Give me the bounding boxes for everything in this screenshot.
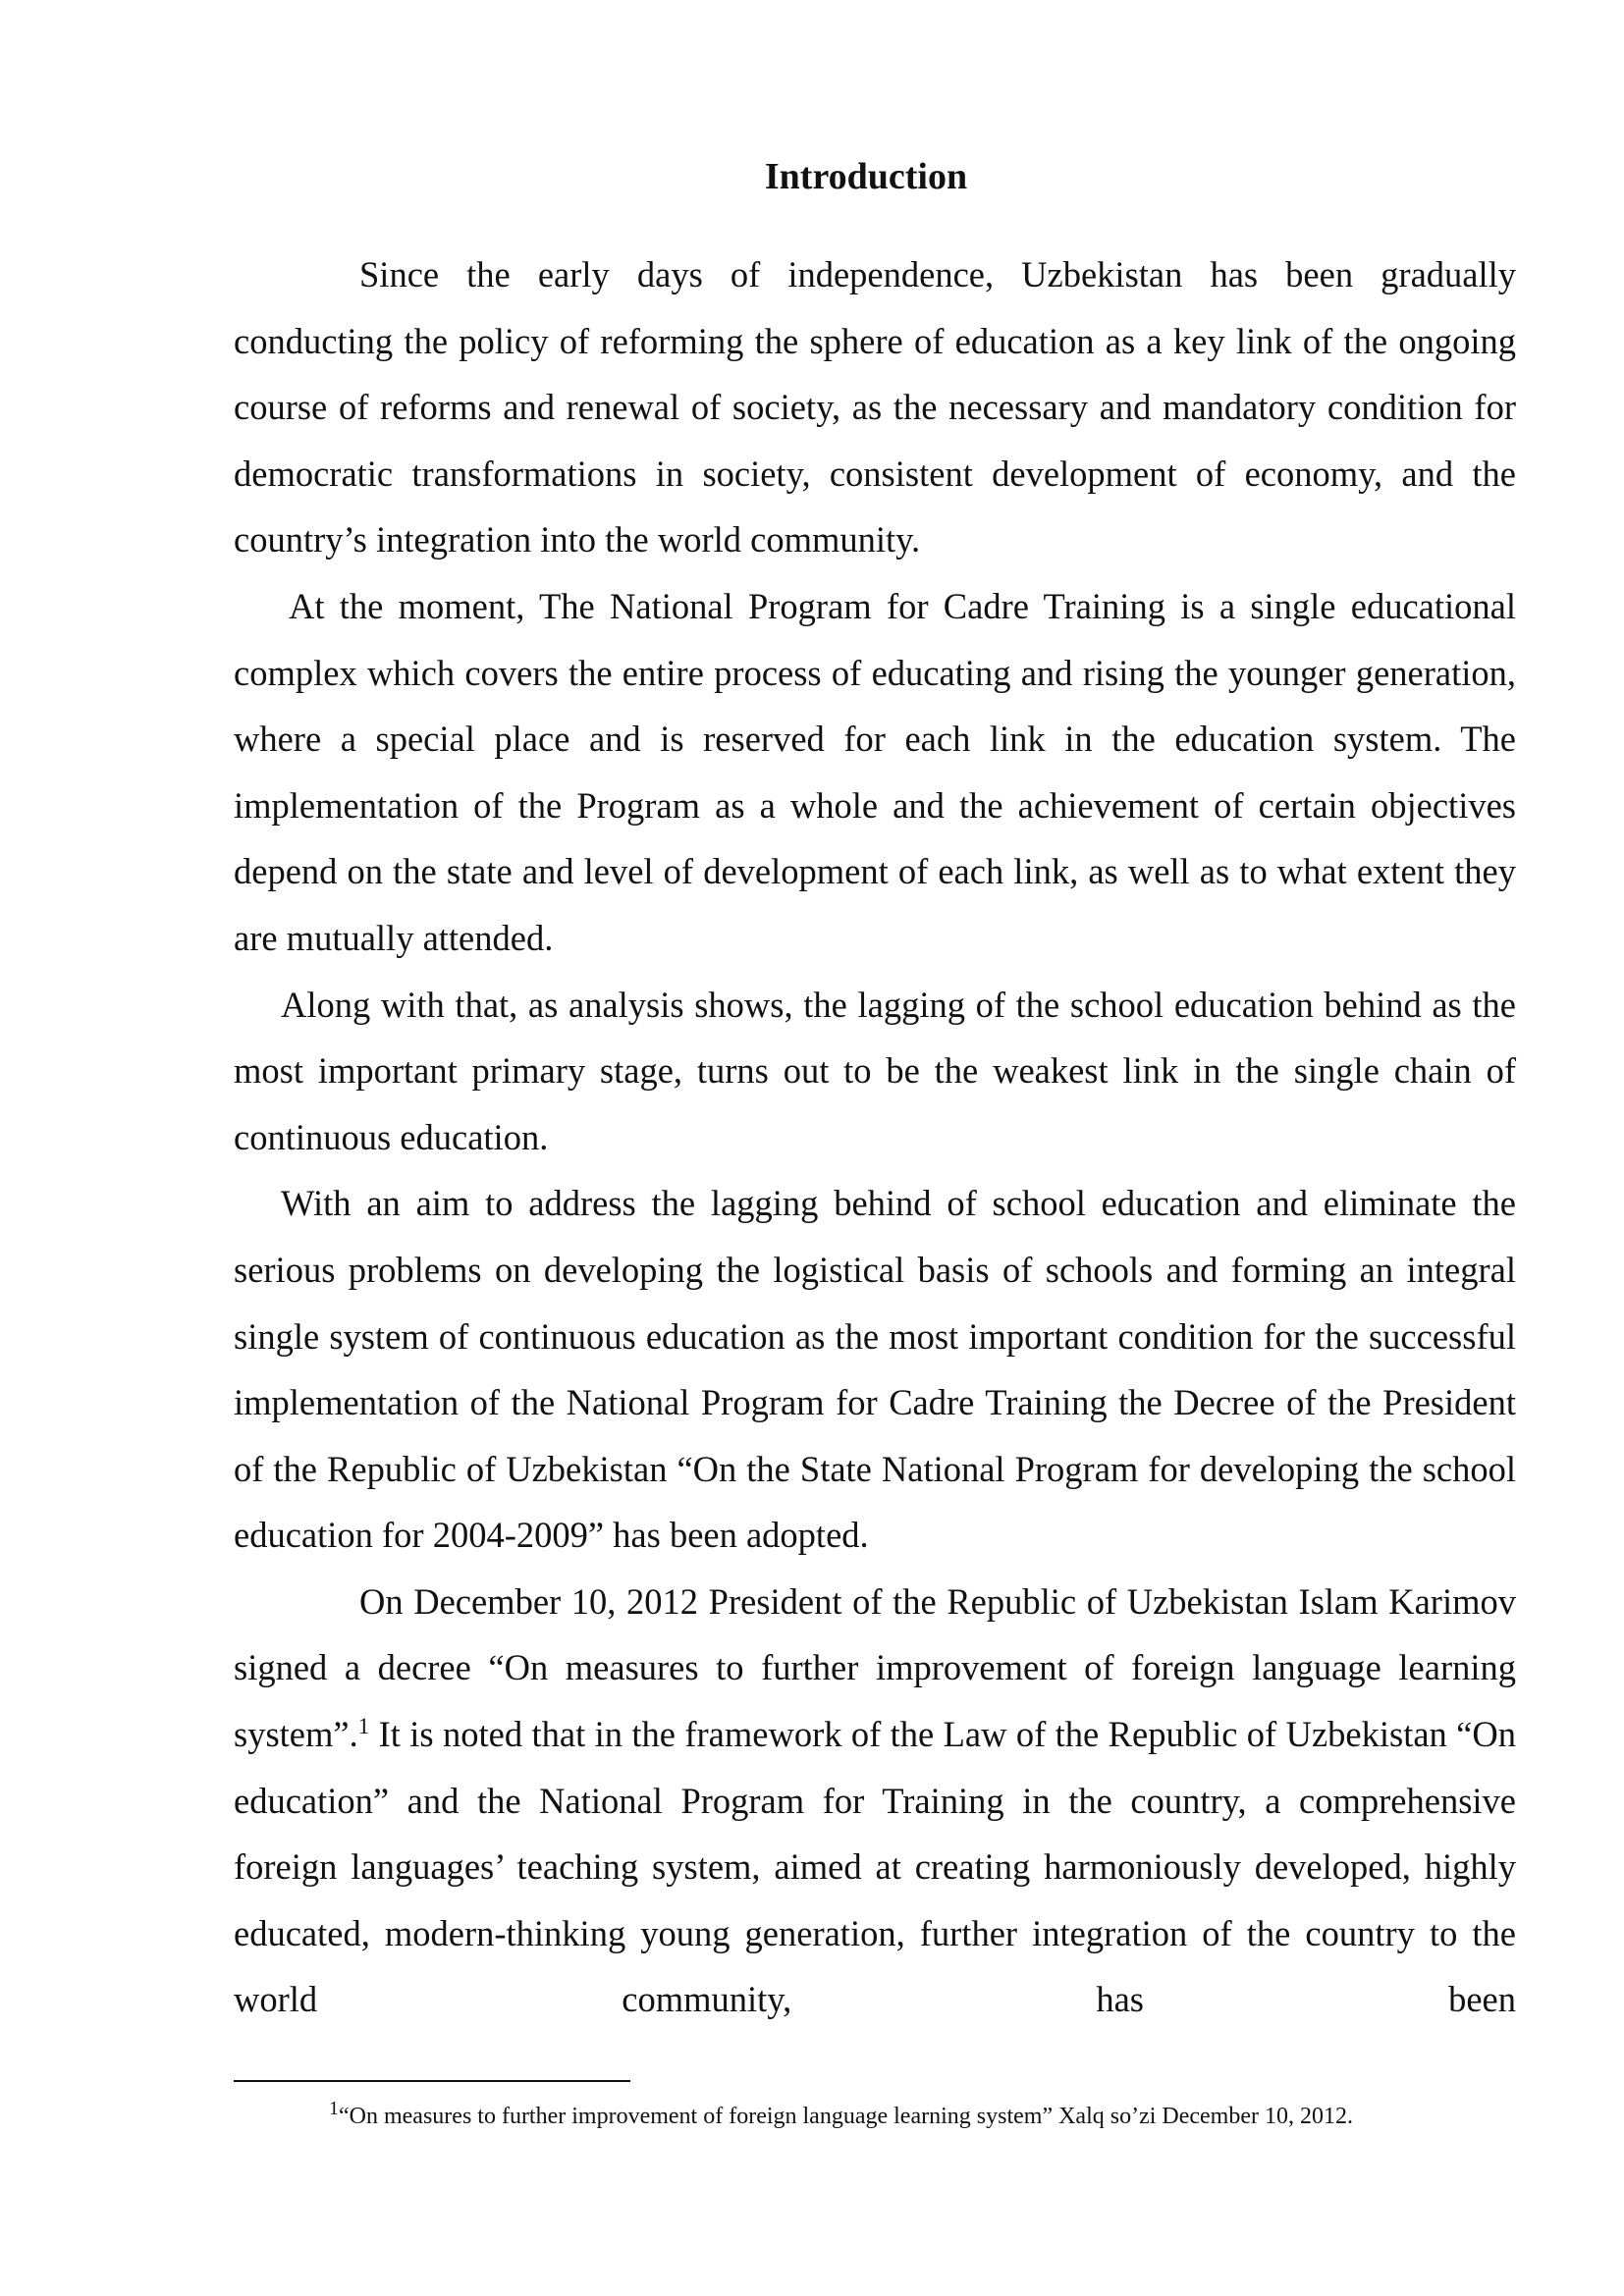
footnote-separator (234, 2080, 630, 2082)
footnote (329, 2098, 1566, 2132)
paragraph-5-after: It is noted that in the framework of the Law of the Republic of Uzbekistan “On education” and the National Program for Training in the country, a comprehensive foreign languages’ teaching system, aimed at creating harmoniously developed, highly educated, modern-thinking young generation, further integration of the country to the world community, has been (234, 1714, 1516, 2020)
footnote-reference[interactable]: 1 (357, 1713, 370, 1738)
paragraph-2: At the moment, The National Program for Cadre Training is a single educational complex which covers the entire process of educating and rising the younger generation, where a special place and is reserved for each link in the education system. The implementation of the Program as a whole and the achievement of certain objectives depend on the state and level of development of each link, as well as to what extent they are mutually attended. (234, 585, 1516, 958)
page-title-text: Introduction (764, 156, 968, 197)
footnote-number: 1 (329, 2098, 339, 2119)
paragraph-1: Since the early days of independence, Uzbekistan has been gradually conducting the policy of reforming the sphere of education as a key link of the ongoing course of reforms and renewal of society, as the necessary and mandatory condition for democratic transformations in society, consistent development of economy, and the country’s integration into the world community. (234, 254, 1516, 561)
paragraph-5-before: On December 10, 2012 President of the Republic of Uzbekistan Islam Karimov signed a decree “On measures to further improvement of foreign language learning system”. (234, 1580, 1516, 1755)
page-title (0, 147, 1624, 206)
footnote-text: “On measures to further improvement of foreign language learning system” Xalq so’zi December 10, 2012. (339, 2104, 1353, 2129)
body-text (234, 241, 1516, 2033)
paragraph-5 (234, 1569, 1516, 2033)
paragraph-4: With an aim to address the lagging behind of school education and eliminate the serious problems on developing the logistical basis of schools and forming an integral single system of continuous education as the most important condition for the successful implementation of the National Program for Cadre Training the Decree of the President of the Republic of Uzbekistan “On the State National Program for developing the school education for 2004-2009” has been adopted. (234, 1183, 1516, 1556)
paragraph-3: Along with that, as analysis shows, the lagging of the school education behind as the most important primary stage, turns out to be the weakest link in the single chain of continuous education. (234, 984, 1516, 1157)
